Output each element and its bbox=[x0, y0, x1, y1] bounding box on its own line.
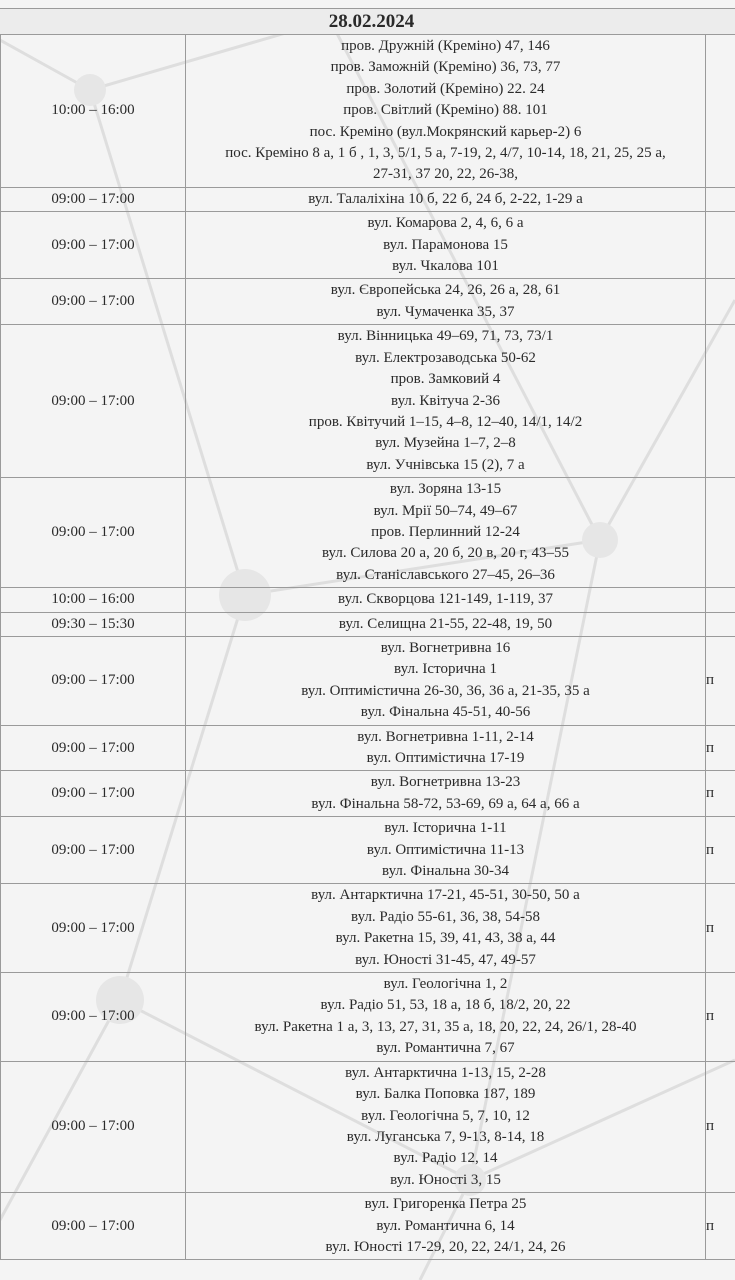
addresses-cell bbox=[186, 187, 706, 211]
table-row bbox=[0, 1061, 735, 1192]
addresses-cell bbox=[186, 35, 706, 188]
address-line: вул. Історична 1-11 bbox=[384, 820, 507, 837]
addresses-cell bbox=[186, 817, 706, 884]
table-row bbox=[0, 588, 735, 612]
outage-time-cell: 10:00 – 16:00 bbox=[1, 588, 186, 612]
address-line: вул. Фінальна 30-34 bbox=[382, 863, 509, 880]
address-line: вул. Оптимістична 17-19 bbox=[366, 750, 525, 766]
outage-time-cell: 09:00 – 17:00 bbox=[1, 1061, 186, 1192]
table-row bbox=[0, 884, 735, 973]
outage-time-cell: 09:00 – 17:00 bbox=[1, 187, 186, 211]
addresses-cell bbox=[186, 725, 706, 771]
outage-time-cell: 09:00 – 17:00 bbox=[1, 884, 186, 973]
table-row bbox=[0, 725, 735, 771]
table-row bbox=[0, 279, 735, 325]
address-line: вул. Електрозаводська 50-62 bbox=[355, 349, 536, 366]
outage-schedule-table bbox=[0, 8, 735, 1260]
address-line: вул. Луганська 7, 9-13, 8-14, 18 bbox=[346, 1128, 545, 1145]
address-line: вул. Геологічна 5, 7, 10, 12 bbox=[361, 1107, 530, 1124]
address-line: вул. Силова 20 а, 20 б, 20 в, 20 г, 43–55 bbox=[321, 545, 570, 562]
table-row bbox=[0, 325, 735, 478]
row-right-cell bbox=[706, 279, 735, 325]
address-line: вул. Фінальна 58-72, 53-69, 69 а, 64 а, 66 а bbox=[311, 795, 580, 812]
outage-time-cell: 10:00 – 16:00 bbox=[1, 35, 186, 188]
addresses-cell bbox=[186, 612, 706, 636]
outage-time-cell: 09:00 – 17:00 bbox=[1, 771, 186, 817]
address-line: вул. Парамонова 15 bbox=[383, 236, 508, 253]
address-line: вул. Комарова 2, 4, 6, 6 а bbox=[367, 215, 524, 232]
table-row bbox=[0, 636, 735, 725]
address-line: пос. Кремінo 8 а, 1 б , 1, 3, 5/1, 5 а, 7-19, 2, 4/7, 10-14, 18, 21, 25, 25 а, bbox=[225, 145, 666, 162]
address-line: вул. Історична 1 bbox=[394, 661, 497, 678]
address-line: вул. Юності 31-45, 47, 49-57 bbox=[355, 951, 536, 968]
addresses-cell bbox=[186, 771, 706, 817]
address-line: вул. Ракетна 1 а, 3, 13, 27, 31, 35 а, 18, 20, 22, 24, 26/1, 28-40 bbox=[254, 1018, 637, 1035]
address-line: пров. Квітучий 1–15, 4–8, 12–40, 14/1, 14/2 bbox=[308, 413, 583, 430]
outage-time-cell: 09:00 – 17:00 bbox=[1, 725, 186, 771]
address-line: вул. Музейна 1–7, 2–8 bbox=[375, 435, 516, 452]
addresses-cell bbox=[186, 1061, 706, 1192]
address-line: пров. Золотий (Кремінo) 22. 24 bbox=[346, 80, 545, 97]
addresses-cell bbox=[186, 884, 706, 973]
row-right-cell: п bbox=[706, 884, 735, 973]
address-line: вул. Вогнетривна 16 bbox=[380, 639, 511, 656]
row-right-cell: п bbox=[706, 1061, 735, 1192]
address-line: пров. Заможній (Кремінo) 36, 73, 77 bbox=[330, 59, 561, 76]
addresses-cell bbox=[186, 636, 706, 725]
address-line: вул. Талаліхіна 10 б, 22 б, 24 б, 2-22, 1-29 а bbox=[308, 190, 583, 207]
table-row bbox=[0, 817, 735, 884]
outage-time-cell: 09:00 – 17:00 bbox=[1, 325, 186, 478]
address-line: вул. Геологічна 1, 2 bbox=[383, 976, 508, 993]
address-line: вул. Балка Поповка 187, 189 bbox=[355, 1086, 536, 1103]
address-line: вул. Вінницька 49–69, 71, 73, 73/1 bbox=[337, 328, 554, 345]
outage-time-cell: 09:00 – 17:00 bbox=[1, 1193, 186, 1260]
row-right-cell bbox=[706, 35, 735, 188]
address-line: вул. Чумаченка 35, 37 bbox=[376, 303, 515, 320]
row-right-cell bbox=[706, 212, 735, 279]
address-line: вул. Радіо 51, 53, 18 а, 18 б, 18/2, 20, 22 bbox=[320, 997, 571, 1014]
row-right-cell bbox=[706, 612, 735, 636]
address-line: вул. Юності 3, 15 bbox=[390, 1171, 501, 1188]
address-line: вул. Фінальна 45-51, 40-56 bbox=[360, 704, 531, 721]
address-line: вул. Скворцова 121-149, 1-119, 37 bbox=[338, 591, 553, 608]
schedule-date: 28.02.2024 bbox=[0, 9, 735, 35]
table-row bbox=[0, 771, 735, 817]
outage-time-cell: 09:00 – 17:00 bbox=[1, 279, 186, 325]
addresses-cell bbox=[186, 325, 706, 478]
address-line: вул. Ракетна 15, 39, 41, 43, 38 а, 44 bbox=[335, 930, 556, 947]
row-right-cell bbox=[706, 325, 735, 478]
address-line: пров. Дружній (Кремінo) 47, 146 bbox=[341, 38, 550, 54]
address-line: вул. Вогнетривна 1-11, 2-14 bbox=[357, 728, 534, 745]
address-line: вул. Європейська 24, 26, 26 а, 28, 61 bbox=[330, 282, 561, 299]
row-right-cell: п bbox=[706, 1193, 735, 1260]
addresses-cell bbox=[186, 478, 706, 588]
table-row bbox=[0, 478, 735, 588]
address-line: вул. Квітуча 2-36 bbox=[391, 392, 500, 409]
date-header-row bbox=[0, 9, 735, 35]
table-row bbox=[0, 187, 735, 211]
address-line: вул. Станіславського 27–45, 26–36 bbox=[336, 566, 555, 583]
row-right-cell: п bbox=[706, 771, 735, 817]
address-line: вул. Оптимістична 11-13 bbox=[366, 841, 525, 858]
schedule-rows bbox=[0, 35, 735, 1260]
addresses-cell bbox=[186, 1193, 706, 1260]
outage-time-cell: 09:00 – 17:00 bbox=[1, 973, 186, 1062]
row-right-cell: п bbox=[706, 725, 735, 771]
row-right-cell bbox=[706, 187, 735, 211]
address-line: 27-31, 37 20, 22, 26-38, bbox=[373, 166, 518, 183]
outage-time-cell: 09:00 – 17:00 bbox=[1, 817, 186, 884]
addresses-cell bbox=[186, 588, 706, 612]
table-row bbox=[0, 35, 735, 188]
address-line: вул. Селищна 21-55, 22-48, 19, 50 bbox=[338, 615, 553, 632]
address-line: вул. Юності 17-29, 20, 22, 24/1, 24, 26 bbox=[325, 1238, 566, 1255]
address-line: вул. Вогнетривна 13-23 bbox=[370, 774, 521, 791]
row-right-cell bbox=[706, 588, 735, 612]
address-line: пров. Перлинний 12-24 bbox=[371, 523, 520, 540]
addresses-cell bbox=[186, 279, 706, 325]
address-line: вул. Чкалова 101 bbox=[392, 258, 499, 275]
outage-time-cell: 09:00 – 17:00 bbox=[1, 212, 186, 279]
address-line: вул. Зоряна 13-15 bbox=[389, 481, 502, 498]
address-line: вул. Романтична 7, 67 bbox=[376, 1040, 515, 1057]
address-line: вул. Оптимістична 26-30, 36, 36 а, 21-35, 35 а bbox=[301, 682, 590, 699]
table-row bbox=[0, 973, 735, 1062]
address-line: вул. Григоренка Петра 25 bbox=[364, 1196, 527, 1213]
row-right-cell bbox=[706, 478, 735, 588]
address-line: пров. Замковий 4 bbox=[390, 371, 501, 388]
row-right-cell: п bbox=[706, 817, 735, 884]
row-right-cell: п bbox=[706, 973, 735, 1062]
address-line: вул. Учнівська 15 (2), 7 а bbox=[366, 456, 525, 473]
address-line: пос. Кремінo (вул.Мокрянский карьер-2) 6 bbox=[309, 123, 582, 140]
address-line: вул. Романтична 6, 14 bbox=[376, 1217, 515, 1234]
table-row bbox=[0, 212, 735, 279]
address-line: вул. Радіо 55-61, 36, 38, 54-58 bbox=[351, 908, 540, 925]
outage-time-cell: 09:00 – 17:00 bbox=[1, 636, 186, 725]
address-line: вул. Антарктична 1-13, 15, 2-28 bbox=[345, 1064, 546, 1081]
address-line: вул. Антарктична 17-21, 45-51, 30-50, 50 а bbox=[311, 887, 580, 904]
table-row bbox=[0, 612, 735, 636]
address-line: пров. Світлий (Кремінo) 88. 101 bbox=[343, 102, 548, 119]
addresses-cell bbox=[186, 212, 706, 279]
address-line: вул. Мрії 50–74, 49–67 bbox=[373, 502, 518, 519]
addresses-cell bbox=[186, 973, 706, 1062]
row-right-cell: п bbox=[706, 636, 735, 725]
address-line: вул. Радіо 12, 14 bbox=[393, 1150, 498, 1167]
outage-time-cell: 09:30 – 15:30 bbox=[1, 612, 186, 636]
table-row bbox=[0, 1193, 735, 1260]
outage-time-cell: 09:00 – 17:00 bbox=[1, 478, 186, 588]
